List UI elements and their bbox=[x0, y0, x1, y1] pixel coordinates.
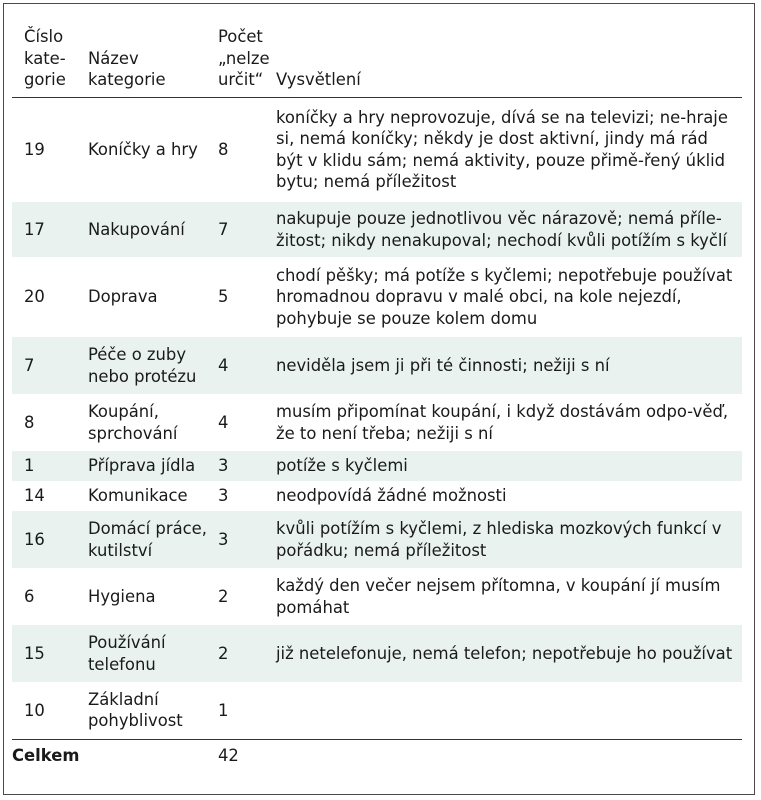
row-count: 3 bbox=[218, 486, 229, 506]
header-number: Číslo kate- gorie bbox=[24, 27, 66, 89]
row-explanation: nakupuje pouze jednotlivou věc nárazově; nemá příle-žitost; nikdy nenakupoval; nechodí kvůli potížím s kyčlí bbox=[276, 209, 727, 250]
row-number: 7 bbox=[24, 355, 35, 375]
header-row bbox=[12, 26, 742, 97]
row-name: Hygiena bbox=[88, 586, 156, 606]
row-name: Komunikace bbox=[88, 486, 188, 506]
row-explanation: neodpovídá žádné možnosti bbox=[276, 486, 507, 506]
row-name: Nakupování bbox=[88, 219, 185, 239]
row-count: 3 bbox=[218, 456, 229, 476]
row-name: Základní pohyblivost bbox=[88, 689, 183, 731]
row-count: 3 bbox=[218, 529, 229, 549]
row-name: Koupání, sprchování bbox=[88, 402, 178, 443]
row-explanation: kvůli potížím s kyčlemi, z hlediska mozkových funkcí v pořádku; nemá příležitost bbox=[276, 519, 722, 560]
row-count: 1 bbox=[218, 700, 229, 720]
table-row bbox=[12, 682, 742, 739]
table-row bbox=[12, 625, 742, 682]
row-name: Příprava jídla bbox=[88, 456, 196, 476]
row-explanation: neviděla jsem ji při té činnosti; nežiji s ní bbox=[276, 355, 610, 375]
row-count: 8 bbox=[218, 140, 229, 159]
row-number: 16 bbox=[24, 529, 45, 549]
table-row bbox=[12, 202, 742, 257]
row-explanation: již netelefonuje, nemá telefon; nepotřebuje ho používat bbox=[276, 643, 733, 663]
table-row bbox=[12, 451, 742, 481]
row-number: 20 bbox=[24, 287, 45, 307]
row-number: 15 bbox=[24, 643, 45, 663]
data-table bbox=[12, 26, 742, 771]
row-number: 14 bbox=[24, 486, 45, 506]
total-label: Celkem bbox=[12, 745, 80, 765]
table-row bbox=[12, 568, 742, 625]
row-number: 8 bbox=[24, 412, 35, 432]
row-count: 2 bbox=[218, 643, 229, 663]
row-number: 10 bbox=[24, 700, 45, 720]
row-count: 7 bbox=[218, 219, 229, 239]
row-name: Domácí práce, kutilství bbox=[88, 519, 207, 560]
row-number: 1 bbox=[24, 456, 35, 476]
table-row bbox=[12, 511, 742, 568]
row-name: Koníčky a hry bbox=[88, 140, 198, 159]
row-explanation: musím připomínat koupání, i když dostávám odpo-věď, že to není třeba; nežiji s ní bbox=[276, 402, 729, 443]
header-explanation: Vysvětlení bbox=[276, 70, 361, 89]
row-name: Používání telefonu bbox=[88, 633, 166, 674]
row-count: 4 bbox=[218, 355, 229, 375]
row-count: 5 bbox=[218, 287, 229, 307]
row-number: 6 bbox=[24, 586, 35, 606]
row-count: 2 bbox=[218, 586, 229, 606]
row-number: 19 bbox=[24, 140, 45, 159]
row-explanation: potíže s kyčlemi bbox=[276, 456, 408, 476]
total-explanation bbox=[276, 739, 742, 771]
row-number: 17 bbox=[24, 219, 45, 239]
header-count: Počet „nelze určit“ bbox=[218, 27, 270, 89]
header-name: Název kategorie bbox=[88, 48, 166, 89]
row-explanation: koníčky a hry neprovozuje, dívá se na televizi; ne-hraje si, nemá koníčky; někdy je dost aktivní, jindy má rád být v klidu sám; nemá aktivity, pouze přimě-řený úklid bytu; nemá příležitost bbox=[276, 107, 728, 192]
table-row bbox=[12, 394, 742, 451]
table-row bbox=[12, 481, 742, 511]
table-row bbox=[12, 97, 742, 202]
row-count: 4 bbox=[218, 412, 229, 432]
row-explanation: chodí pěšky; má potíže s kyčlemi; nepotřebuje používat hromadnou dopravu v malé obci, na kole nejezdí, pohybuje se pouze kolem domu bbox=[276, 265, 733, 328]
table-row bbox=[12, 257, 742, 337]
table-row bbox=[12, 337, 742, 394]
row-name: Doprava bbox=[88, 287, 158, 307]
total-count: 42 bbox=[218, 745, 239, 765]
row-explanation bbox=[276, 682, 742, 739]
row-name: Péče o zuby nebo protézu bbox=[88, 345, 197, 386]
row-explanation: každý den večer nejsem přítomna, v koupání jí musím pomáhat bbox=[276, 576, 721, 617]
total-row bbox=[12, 739, 742, 771]
